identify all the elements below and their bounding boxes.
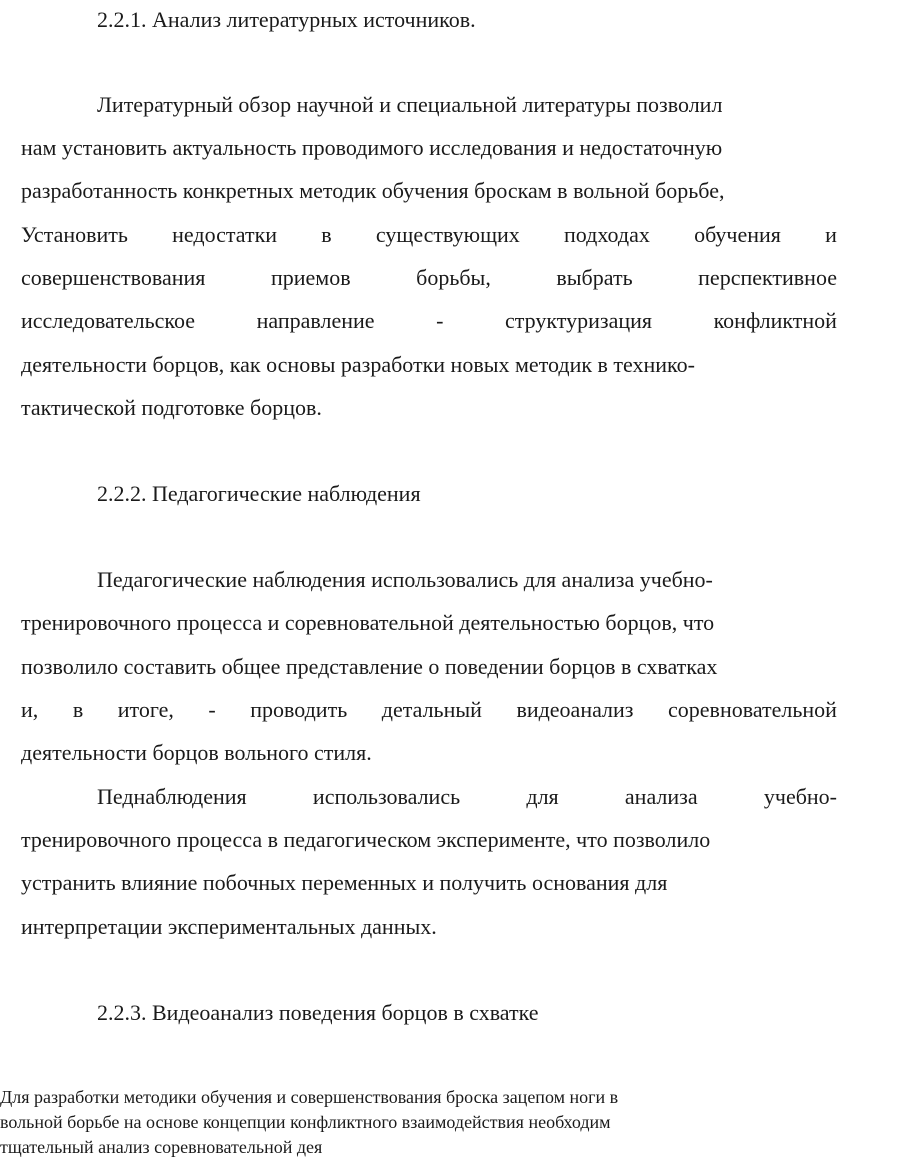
paragraph-line: деятельности борцов, как основы разработки новых методик в технико-	[21, 352, 695, 377]
paragraph-line: позволило составить общее представление о поведении борцов в схватках	[21, 654, 718, 679]
word: выбрать	[556, 265, 633, 290]
word: совершенствования	[21, 265, 206, 290]
word: видеоанализ	[516, 697, 634, 722]
paragraph-line: нам установить актуальность проводимого исследования и недостаточную	[21, 135, 723, 160]
word: конфликтной	[713, 308, 837, 333]
word: обучения	[694, 222, 781, 247]
word: -	[436, 308, 444, 333]
word: учебно-	[763, 784, 837, 809]
footer-snippet-line: тщательный анализ соревновательной дея	[0, 1137, 323, 1157]
paragraph-line-justified	[21, 306, 837, 336]
word: Установить	[21, 222, 128, 247]
section-heading-video-analysis: 2.2.3. Видеоанализ поведения борцов в схватке	[97, 1000, 539, 1025]
paragraph-line: тактической подготовке борцов.	[21, 395, 322, 420]
paragraph-line-justified	[21, 220, 837, 250]
word: использовались	[312, 784, 461, 809]
word: соревновательной	[668, 697, 837, 722]
word: исследовательское	[21, 308, 196, 333]
paragraph-line: тренировочного процесса в педагогическом эксперименте, что позволило	[21, 827, 711, 852]
word: направление	[256, 308, 375, 333]
word: борьбы,	[416, 265, 491, 290]
word: проводить	[250, 697, 348, 722]
word: и	[825, 222, 837, 247]
section-heading-pedagogical-observations: 2.2.2. Педагогические наблюдения	[97, 481, 421, 506]
paragraph-line-justified	[21, 263, 837, 293]
word: перспективное	[698, 265, 837, 290]
paragraph-line: деятельности борцов вольного стиля.	[21, 740, 372, 765]
footer-snippet-line: вольной борьбе на основе концепции конфликтного взаимодействия необходим	[0, 1112, 611, 1132]
word: структуризация	[505, 308, 653, 333]
paragraph-line: тренировочного процесса и соревновательной деятельностью борцов, что	[21, 610, 715, 635]
paragraph-line-justified	[97, 782, 837, 812]
word: Педнаблюдения	[97, 784, 247, 809]
word: и,	[21, 697, 39, 722]
word: -	[208, 697, 216, 722]
word: анализа	[624, 784, 698, 809]
paragraph-line: интерпретации экспериментальных данных.	[21, 914, 437, 939]
paragraph-line: устранить влияние побочных переменных и получить основания для	[21, 870, 668, 895]
word: итоге,	[117, 697, 174, 722]
section-heading-literature-review: 2.2.1. Анализ литературных источников.	[97, 7, 476, 32]
paragraph-line: Педагогические наблюдения использовались для анализа учебно-	[97, 567, 713, 592]
paragraph-line: Литературный обзор научной и специальной литературы позволил	[97, 92, 723, 117]
word: подходах	[564, 222, 650, 247]
word: для	[526, 784, 559, 809]
footer-snippet-line: Для разработки методики обучения и совершенствования броска зацепом ноги в	[0, 1087, 619, 1107]
word: в	[72, 697, 84, 722]
paragraph-line-justified	[21, 695, 837, 725]
word: существующих	[375, 222, 520, 247]
word: детальный	[381, 697, 482, 722]
word: недостатки	[172, 222, 278, 247]
word: приемов	[270, 265, 351, 290]
paragraph-line: разработанность конкретных методик обучения броскам в вольной борьбе,	[21, 178, 725, 203]
word: в	[321, 222, 332, 247]
